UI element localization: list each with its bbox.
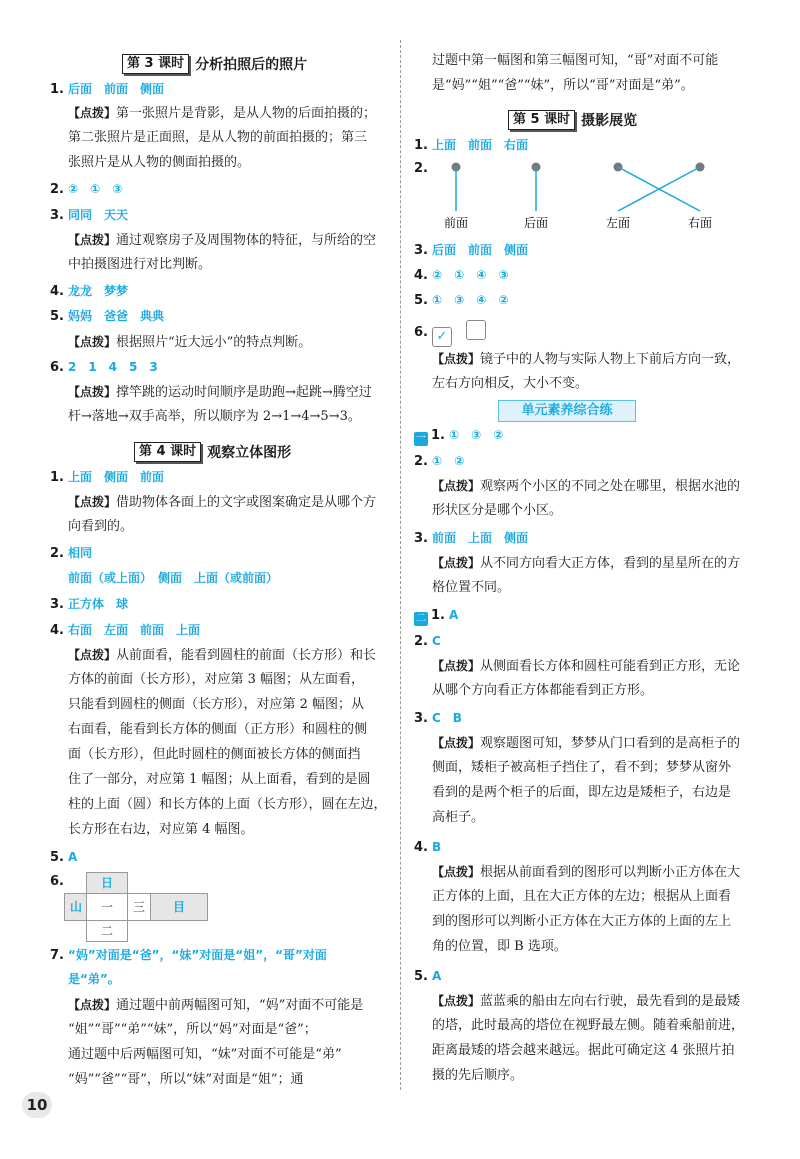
u-b5: [414, 967, 441, 986]
question-number: 1.: [50, 82, 64, 97]
tip-label: 【点拨】: [432, 352, 481, 366]
tip-text: 观察题图可知，梦梦从门口看到的是高柜子的: [480, 736, 741, 751]
u-b3: [414, 709, 462, 728]
tip-text: 撑竿跳的运动时间顺序是助跑→起跳→腾空过: [116, 385, 372, 400]
l3-q3-tip-1: [68, 231, 376, 250]
answer: 同同 天天: [67, 208, 128, 222]
answer: C: [431, 634, 441, 648]
u-b1: [414, 606, 458, 626]
u-a3-tip-1: [432, 554, 740, 573]
l4-q1: [50, 468, 164, 487]
net-cell-right: [150, 893, 208, 921]
u-b4-tip-3: 到的图形可以判断小正方体在大正方体的上面的左上: [432, 914, 732, 929]
u-b2-tip-1: [432, 657, 740, 676]
tip-text: 从侧面看长方体和圆柱可能看到正方形，无论: [480, 659, 741, 674]
answer: A: [431, 969, 442, 983]
lesson3-tag: 第 3 课时: [122, 54, 189, 74]
answer: A: [67, 850, 78, 864]
u-a2-tip-2: 形状区分是哪个小区。: [432, 503, 563, 518]
l4-q4-tip-6: 住了一部分，对应第 1 幅图；从上面看，看到的是圆: [68, 772, 371, 787]
answer: 相同: [67, 546, 92, 560]
answer: 正方体 球: [67, 597, 128, 611]
question-number: 3.: [414, 531, 428, 546]
l4-q2: [50, 544, 92, 563]
l5-q5: [414, 291, 509, 310]
u-a3: [414, 529, 528, 548]
u-b4-tip-4: 角的位置，即 B 选项。: [432, 939, 567, 954]
tip-text: 蓝蓝乘的船由左向右行驶，最先看到的是最矮: [480, 994, 741, 1009]
u-b4-tip-2: 正方体的上面，且在大正方体的左边；根据从上面看: [432, 889, 732, 904]
question-number: 5.: [50, 309, 64, 324]
answer: 是“弟”。: [68, 972, 120, 986]
question-number: 4.: [414, 268, 428, 283]
l4-q7-ans2: [68, 970, 120, 989]
net-cell-top: [86, 872, 128, 894]
lesson3-header: [122, 54, 307, 74]
tip-label: 【点拨】: [432, 736, 481, 750]
unit-review-banner: 单元素养综合练: [498, 400, 636, 422]
u-a2: [414, 452, 464, 471]
question-number: 2.: [414, 634, 428, 649]
question-number: 6.: [50, 874, 64, 889]
l4-q4: [50, 621, 200, 640]
right-top-1: 过题中第一幅图和第三幅图可知，“哥”对面不可能: [432, 53, 719, 68]
page-number: 10: [22, 1092, 52, 1118]
column-divider: [400, 40, 401, 1090]
l4-q7-tip-3: 通过题中后两幅图可知，“妹”对面不可能是“弟”: [68, 1047, 342, 1062]
tip-text: 通过题中前两幅图可知，“妈”对面不可能是: [116, 998, 364, 1013]
u-b5-tip-4: 摄的先后顺序。: [432, 1068, 524, 1083]
question-number: 1.: [431, 428, 445, 443]
question-number: 2.: [414, 161, 428, 176]
l5-q6: [414, 320, 500, 347]
u-b4-tip-1: [432, 863, 740, 882]
answer: 右面 左面 前面 上面: [67, 623, 200, 637]
question-number: 4.: [50, 623, 64, 638]
question-number: 5.: [50, 850, 64, 865]
net-label: 一: [100, 900, 113, 914]
lesson4-tag: 第 4 课时: [134, 442, 201, 462]
tip-text: 根据从前面看到的图形可以判断小正方体在大: [480, 865, 741, 880]
lesson5-tag: 第 5 课时: [508, 110, 575, 130]
lesson5-header: [508, 110, 637, 130]
question-number: 3.: [50, 597, 64, 612]
l3-q5-tip: [68, 333, 311, 352]
l4-q4-tip-8: 长方形在右边，对应第 4 幅图。: [68, 822, 254, 837]
u-b3-tip-1: [432, 734, 740, 753]
question-number: 3.: [50, 208, 64, 223]
l4-q4-tip-2: 方体的前面（长方形），对应第 3 幅图；从左面看，: [68, 672, 365, 687]
tip-text: 观察两个小区的不同之处在哪里，根据水池的: [480, 479, 741, 494]
l4-q5: [50, 848, 77, 867]
tip-text: 从前面看，能看到圆柱的前面（长方形）和长: [116, 648, 377, 663]
label-front: 前面: [443, 216, 469, 230]
l5-q3: [414, 241, 528, 260]
answer: ② ① ③: [67, 182, 123, 196]
u-b3-tip-2: 侧面，矮柜子被高柜子挡住了，看不到；梦梦从窗外: [432, 760, 732, 775]
tip-text: 根据照片“近大远小”的特点判断。: [116, 335, 312, 350]
l3-q2: [50, 180, 122, 199]
u-b4: [414, 838, 441, 857]
empty-box: [466, 320, 486, 340]
l3-q3: [50, 206, 128, 225]
l4-q6: [50, 873, 68, 891]
l4-q4-tip-4: 右面看，能看到长方体的侧面（正方形）和圆柱的侧: [68, 722, 368, 737]
net-cell-left: [64, 893, 88, 921]
u-b2-tip-2: 从哪个方向看正方体都能看到正方形。: [432, 683, 654, 698]
label-back: 后面: [523, 216, 549, 230]
answer: 上面 侧面 前面: [67, 470, 164, 484]
l3-q5: [50, 307, 164, 326]
l4-q4-tip-3: 只能看到圆柱的侧面（长方形），对应第 2 幅图；从: [68, 697, 365, 712]
u-b5-tip-3: 距离最矮的塔会越来越远。据此可确定这 4 张照片拍: [432, 1043, 735, 1058]
l5-q1: [414, 136, 528, 155]
question-number: 2.: [50, 182, 64, 197]
u-a2-tip-1: [432, 477, 740, 496]
answer: 龙龙 梦梦: [67, 284, 128, 298]
l4-q4-tip-7: 柱的上面（圆）和长方体的上面（长方形），圆在左边，: [68, 797, 387, 812]
tip-label: 【点拨】: [68, 335, 117, 349]
tip-text: 借助物体各面上的文字或图案确定是从哪个方: [116, 495, 377, 510]
u-a1: [414, 426, 503, 446]
l3-q6-tip-2: 杆→落地→双手高举，所以顺序为 2→1→4→5→3。: [68, 409, 361, 424]
section-one-badge: 一: [416, 433, 426, 444]
l3-q6-tip-1: [68, 383, 372, 402]
u-a3-tip-2: 格位置不同。: [432, 580, 511, 595]
right-top-2: 是“妈”“姐”“爸”“妹”，所以“哥”对面是“弟”。: [432, 78, 694, 93]
l5-q6-tip-2: 左右方向相反，大小不变。: [432, 376, 589, 391]
l4-q7-tip-2: “姐”“哥”“弟”“妹”，所以“妈”对面是“爸”；: [68, 1022, 317, 1037]
question-number: 7.: [50, 948, 64, 963]
question-number: 1.: [50, 470, 64, 485]
l3-q1-tip-1: [68, 104, 376, 123]
l3-q6: [50, 358, 158, 377]
net-cell-center: [86, 893, 128, 921]
answer: ② ① ④ ③: [431, 268, 509, 282]
tip-label: 【点拨】: [432, 556, 481, 570]
direction-matching-diagram: [430, 155, 730, 237]
answer: A: [448, 608, 459, 622]
u-b5-tip-2: 的塔，此时最高的塔位在视野最左侧。随着乘船前进，: [432, 1018, 745, 1033]
tip-label: 【点拨】: [432, 659, 481, 673]
tip-text: 镜子中的人物与实际人物上下前后方向一致，: [480, 352, 741, 367]
question-number: 1.: [414, 138, 428, 153]
l4-q4-tip-1: [68, 646, 376, 665]
answer: 后面 前面 侧面: [431, 243, 528, 257]
l5-q6-tip-1: [432, 350, 740, 369]
u-b3-tip-4: 高柜子。: [432, 810, 485, 825]
l4-q7-tip-4: “妈”“爸”“哥”，所以“妹”对面是“姐”；通: [68, 1072, 304, 1087]
tip-label: 【点拨】: [432, 994, 481, 1008]
l4-q4-tip-5: 面（长方形），但此时圆柱的侧面被长方体的侧面挡: [68, 747, 361, 762]
u-b2: [414, 632, 441, 651]
net-label: 二: [100, 924, 113, 938]
question-number: 2.: [414, 454, 428, 469]
question-number: 4.: [414, 840, 428, 855]
net-cell-bottom: [86, 920, 128, 942]
question-number: 3.: [414, 711, 428, 726]
tip-label: 【点拨】: [68, 648, 117, 662]
question-number: 2.: [50, 546, 64, 561]
tip-label: 【点拨】: [68, 106, 117, 120]
tip-label: 【点拨】: [68, 495, 117, 509]
l3-q3-tip-2: 中拍摄图进行对比判断。: [68, 257, 212, 272]
label-left: 左面: [605, 216, 631, 230]
l4-q1-tip-2: 向看到的。: [68, 519, 134, 534]
tip-label: 【点拨】: [68, 385, 117, 399]
net-label: 日: [100, 876, 113, 890]
answer: 前面 上面 侧面: [431, 531, 528, 545]
question-number: 4.: [50, 284, 64, 299]
lesson5-title: 摄影展览: [581, 113, 638, 129]
l3-q1-tip-2: 第二张照片是正面照，是从人物的前面拍摄的；第三: [68, 130, 368, 145]
answer: C B: [431, 711, 462, 725]
l3-q4: [50, 282, 128, 301]
question-number: 3.: [414, 243, 428, 258]
label-right: 右面: [687, 216, 713, 230]
tip-label: 【点拨】: [68, 998, 117, 1012]
net-label: 山: [69, 900, 82, 914]
tip-text: 从不同方向看大正方体，看到的星星所在的方: [480, 556, 741, 571]
u-b3-tip-3: 看到的是两个柜子的后面，即左边是矮柜子，右边是: [432, 785, 732, 800]
l4-q7-tip-1: [68, 996, 363, 1015]
answer: 上面 前面 右面: [431, 138, 528, 152]
question-number: 1.: [431, 608, 445, 623]
checked-box: ✓: [432, 327, 452, 347]
tip-label: 【点拨】: [432, 479, 481, 493]
question-number: 5.: [414, 293, 428, 308]
question-number: 6.: [414, 325, 428, 340]
question-number: 5.: [414, 969, 428, 984]
answer: ① ③ ②: [448, 428, 504, 442]
net-label: 目: [172, 900, 185, 914]
tip-label: 【点拨】: [432, 865, 481, 879]
net-cell-mid-right: [127, 893, 151, 921]
answer: 前面（或上面） 侧面 上面（或前面）: [68, 571, 279, 585]
answer: 妈妈 爸爸 典典: [67, 309, 164, 323]
l3-q1: [50, 80, 164, 99]
l3-q1-tip-3: 张照片是从人物的侧面拍摄的。: [68, 155, 251, 170]
answer: 2 1 4 5 3: [67, 360, 158, 374]
tip-text: 通过观察房子及周围物体的特征，与所给的空: [116, 233, 377, 248]
lesson4-title: 观察立体图形: [207, 445, 292, 461]
answer: B: [431, 840, 442, 854]
section-two-badge: 二: [416, 613, 426, 624]
l4-q2-ans2: [68, 569, 278, 588]
l4-q3: [50, 595, 128, 614]
answer: “妈”对面是“爸”，“妹”对面是“姐”，“哥”对面: [67, 948, 327, 962]
question-number: 6.: [50, 360, 64, 375]
answer: 后面 前面 侧面: [67, 82, 164, 96]
tip-label: 【点拨】: [68, 233, 117, 247]
u-b5-tip-1: [432, 992, 740, 1011]
tip-text: 第一张照片是背影，是从人物的后面拍摄的；: [116, 106, 377, 121]
answer: ① ③ ④ ②: [431, 293, 509, 307]
l5-q4: [414, 266, 509, 285]
l4-q7: [50, 946, 327, 965]
answer: ① ②: [431, 454, 465, 468]
lesson4-header: [134, 442, 291, 462]
lesson3-title: 分析拍照后的照片: [195, 57, 308, 73]
net-label: 三: [132, 900, 145, 914]
l4-q1-tip-1: [68, 493, 376, 512]
